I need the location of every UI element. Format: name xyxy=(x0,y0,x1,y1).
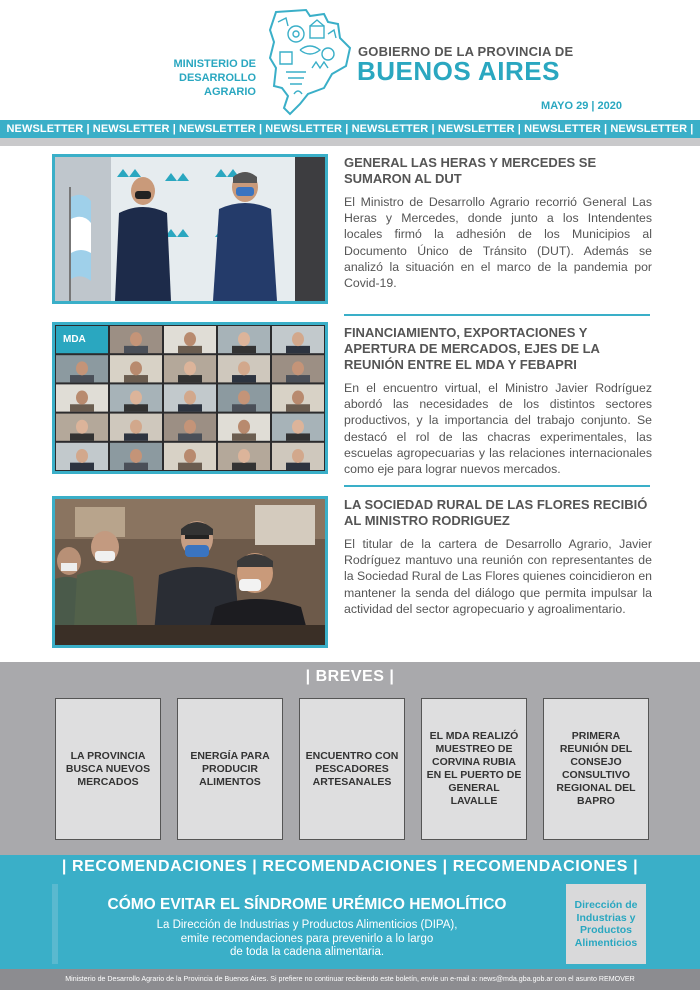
video-call-tile xyxy=(56,355,108,382)
article-2-image xyxy=(55,325,325,471)
newsletter-header xyxy=(0,0,700,120)
government-line: GOBIERNO DE LA PROVINCIA DE xyxy=(358,44,574,59)
mda-tile-label: MDA xyxy=(63,334,86,345)
video-call-tile xyxy=(218,414,270,441)
article-2-photo[interactable] xyxy=(52,322,328,474)
article-1-body: El Ministro de Desarrollo Agrario recorrió General Las Heras y Mercedes, donde junto a los Intendentes locales firmó la adhesión de los Municipios al Documento Único de Tránsito (DUT). Además se analizó la situación en el marco de la pandemia por Covid-19. xyxy=(344,195,652,291)
video-call-tile xyxy=(164,326,216,353)
newsletter-banner: NEWSLETTER | NEWSLETTER | NEWSLETTER | NEWSLETTER | NEWSLETTER | NEWSLETTER | NEWSLETTER | NEWSLETTER | xyxy=(0,120,700,138)
article-2-body: En el encuentro virtual, el Ministro Javier Rodríguez abordó las necesidades de los distintos sectores productivos, y la importancia del trabajo conjunto. Se destacó el rol de las chacras experimentales, las escuelas agropecuarias y las relaciones internacionales como eje para lograr nuevos mercados. xyxy=(344,381,652,477)
video-call-tile xyxy=(164,414,216,441)
video-call-tile xyxy=(164,384,216,411)
article-3-body: El titular de la cartera de Desarrollo Agrario, Javier Rodríguez mantuvo una reunión con representantes de la Sociedad Rural de Las Flores quienes coincidieron en mantener la senda del diálogo que permita impulsar la actividad del sector agropecuario y agroalimentario. xyxy=(344,537,652,616)
breve-card[interactable] xyxy=(543,698,649,840)
article-2-title[interactable]: FINANCIAMIENTO, EXPORTACIONES Y APERTURA DE MERCADOS, EJES DE LA REUNIÓN ENTRE EL MDA Y FEBAPRI xyxy=(344,325,600,372)
video-call-tile xyxy=(110,414,162,441)
breve-card-label: ENCUENTRO CON PESCADORES ARTESANALES xyxy=(305,749,399,788)
province-map-logo-icon xyxy=(266,8,352,118)
video-call-tile xyxy=(218,355,270,382)
article-1-title[interactable]: GENERAL LAS HERAS Y MERCEDES SE SUMARON AL DUT xyxy=(344,155,597,186)
video-call-tile xyxy=(110,384,162,411)
video-call-tile xyxy=(218,384,270,411)
recomendaciones-banner: | RECOMENDACIONES | RECOMENDACIONES | RECOMENDACIONES | xyxy=(0,855,700,879)
breves-title: | BREVES | xyxy=(305,668,395,685)
breve-card-label: ENERGÍA PARA PRODUCIR ALIMENTOS xyxy=(190,749,270,788)
breve-card[interactable] xyxy=(177,698,283,840)
article-divider-2 xyxy=(344,485,650,487)
dipa-label: Dirección de Industrias y Productos Alimenticios xyxy=(574,899,638,949)
video-call-tile xyxy=(272,443,324,470)
province-name: BUENOS AIRES xyxy=(357,56,560,86)
ministry-name: MINISTERIO DE DESARROLLO AGRARIO xyxy=(173,58,256,98)
video-call-tile xyxy=(56,443,108,470)
video-call-tile xyxy=(218,443,270,470)
recomendacion-text: La Dirección de Industrias y Productos Alimenticios (DIPA), emite recomendaciones para prevenirlo a lo largo de toda la cadena alimentaria. xyxy=(156,919,458,958)
video-call-tile xyxy=(56,384,108,411)
article-1-image xyxy=(55,157,325,301)
video-call-tile xyxy=(272,384,324,411)
video-call-tile xyxy=(272,326,324,353)
video-call-tile xyxy=(164,355,216,382)
video-call-tile xyxy=(164,443,216,470)
breve-card[interactable] xyxy=(299,698,405,840)
video-call-tile xyxy=(218,326,270,353)
article-3-title[interactable]: LA SOCIEDAD RURAL DE LAS FLORES RECIBIÓ AL MINISTRO RODRIGUEZ xyxy=(344,497,648,528)
video-call-tile xyxy=(110,326,162,353)
banner-shadow xyxy=(0,138,700,146)
article-1-photo[interactable] xyxy=(52,154,328,304)
video-call-tile xyxy=(272,414,324,441)
article-3-image xyxy=(55,499,325,645)
article-divider-1 xyxy=(344,314,650,316)
article-3-photo[interactable] xyxy=(52,496,328,648)
breve-card[interactable] xyxy=(421,698,527,840)
recomendacion-title[interactable]: CÓMO EVITAR EL SÍNDROME URÉMICO HEMOLÍTICO xyxy=(107,896,507,913)
dipa-label-box xyxy=(566,884,646,964)
breve-card-label: LA PROVINCIA BUSCA NUEVOS MERCADOS xyxy=(65,749,151,788)
video-call-tile xyxy=(110,443,162,470)
video-call-tile xyxy=(272,355,324,382)
breve-card-label: EL MDA REALIZÓ MUESTREO DE CORVINA RUBIA EN EL PUERTO DE GENERAL LAVALLE xyxy=(426,730,522,807)
video-call-tile xyxy=(110,355,162,382)
issue-date: MAYO 29 | 2020 xyxy=(541,100,622,112)
breve-card-label: PRIMERA REUNIÓN DEL CONSEJO CONSULTIVO REGIONAL DEL BAPRO xyxy=(556,730,636,807)
footer-unsubscribe-note: Ministerio de Desarrollo Agrario de la Provincia de Buenos Aires. Si prefiere no continuar recibiendo este boletín, envíe un e-mail a: news@mda.gba.gob.ar con el asunto REMOVER xyxy=(0,969,700,990)
breve-card[interactable] xyxy=(55,698,161,840)
video-call-tile xyxy=(56,414,108,441)
